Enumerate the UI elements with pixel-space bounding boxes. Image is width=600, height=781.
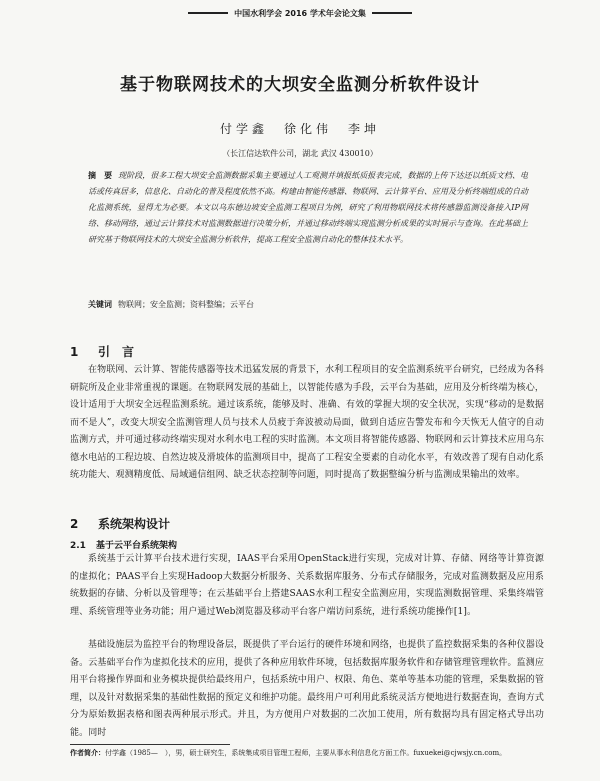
section-2-title: 系统架构设计 — [98, 517, 171, 531]
paper-title: 基于物联网技术的大坝安全监测分析软件设计 — [120, 75, 480, 95]
section-1-paragraph: 在物联网、云计算、智能传感器等技术迅猛发展的背景下，水利工程项目的安全监测系统平台研究，已经成为各科研院所及企业非常重视的课题。在物联网发展的基础上，以智能传感为手段，云平台为基础，应用及分析终端为核心，设计适用于大坝安全远程监测系统。通过该系统，能够及时、准确、有效的掌握大坝的安全状况，实现“移动的是数据而不是人”，改变大坝安全监测管理人员与技术人员疲于奔波被动局面，做到自适应告警发布和今天恢无人值守的自动监测方式，并可通过移动终端实现对水利水电工程的实时监测。本文项目将智能传感器、物联网和云计算技术应用乌东德水电站的工程边坡、自然边坡及滑坡体的监测项目中，提高了工程安全要素的自动化水平，有效改善了现有自动化系统功能大、观测精度低、局域通信组网、缺乏状态控制等问题，同时提高了数据整编分析与监测成果输出的效率。 — [70, 365, 544, 480]
footnote-label: 作者简介： — [70, 749, 105, 757]
section-1-heading — [70, 343, 134, 360]
section-2-paragraph-2: 基础设施层为监控平台的物理设备层，既提供了平台运行的硬件环境和网络，也提供了监控数据采集的各种仪器设备。云基础平台作为虚拟化技术的应用，提供了各种应用软件环境，包括数据库服务软件和存储管理管理软件。监测应用平台将操作界面和业务模块提供给最终用户，包括系统中用户、权限、角色、菜单等基本功能的管理，采集数据的管理，以及针对数据采集的基础性数据的预定义和维护功能。最终用户可利用此系统灵活方便地进行数据查询，查询方式分为原始数据表格和图表两种展示形式。并且，为方便用户对数据的二次加工使用，所有数据均具有固定格式导出功能。同时 — [70, 640, 544, 738]
subsection-2-1-title: 基于云平台系统架构 — [96, 541, 178, 551]
keywords — [88, 298, 528, 312]
footnote-text: 付学鑫（1985— ），男，硕士研究生，系统集成项目管理工程师，主要从事水利信息化方面工作。fuxuekei@cjwsjy.cn.com。 — [105, 749, 507, 757]
abstract-label: 摘 要 — [88, 171, 113, 180]
footnote — [70, 748, 544, 759]
section-2-heading — [70, 515, 170, 532]
footnote-rule — [70, 744, 230, 745]
header-rule-left — [188, 12, 228, 14]
keywords-label: 关键词 — [88, 300, 112, 309]
section-2-paragraph-1: 系统基于云计算平台技术进行实现，IAAS平台采用OpenStack进行实现，完成对计算、存储、网络等计算资源的虚拟化；PAAS平台上实现Hadoop大数据分析服务、关系数据库服务、分布式存储服务，完成对监测数据及应用系统数据的存储、分析以及管理等；在云基础平台上搭建SAAS水利工程安全监测应用，实现监测数据管理、采集终端管理、系统管理等业务功能；用户通过Web浏览器及移动平台客户端访问系统，进行系统功能操作[1]。 — [70, 554, 544, 617]
running-header — [0, 6, 600, 20]
keywords-text: 物联网；安全监测；资料整编；云平台 — [118, 300, 254, 309]
abstract-text: 现阶段，很多工程大坝安全监测数据采集主要通过人工观测并填报纸质报表完成，数据的上传下达还以纸质文档、电话或传真居多，信息化、自动化的普及程度依然不高。构建由智能传感器、物联网、云计算平台、应用及分析终端组成的自动化监测系统，显得尤为必要。本文以乌东德边坡安全监测工程项目为例，研究了利用物联网技术将传感器监测设备接入IP网络、移动网络，通过云计算技术对监测数据进行决策分析，并通过移动终端实现监测分析成果的实时展示与查询。在此基础上研究基于物联网技术的大坝安全监测分析软件，提高工程安全监测自动化的整体技术水平。 — [88, 171, 529, 244]
affiliation: （长江信达软件公司，湖北 武汉 430010） — [222, 149, 378, 158]
section-1-number: 1 — [70, 345, 79, 359]
section-2-number: 2 — [70, 517, 79, 531]
header-text: 中国水利学会 2016 学术年会论文集 — [234, 8, 366, 18]
subsection-2-1-number: 2.1 — [70, 541, 86, 551]
subsection-2-1-heading — [70, 538, 177, 551]
abstract — [88, 168, 528, 248]
header-rule-right — [372, 12, 412, 14]
section-1-title: 引 言 — [98, 345, 135, 359]
authors: 付学鑫 徐化伟 李坤 — [219, 122, 380, 136]
